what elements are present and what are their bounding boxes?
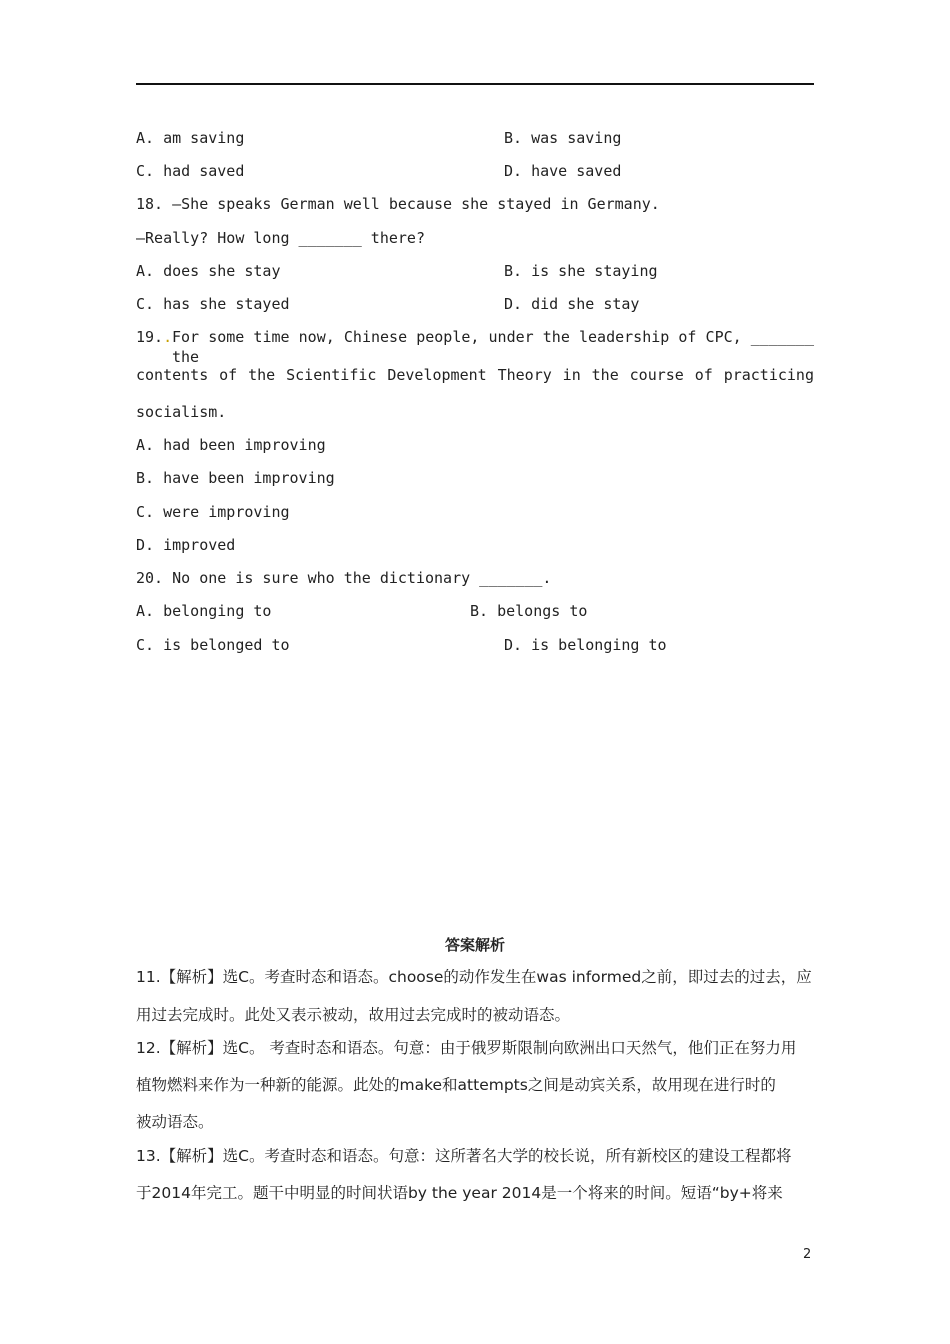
q18-option-b: B. is she staying [504,262,658,280]
answer-12-line3: 被动语态。 [136,1113,214,1131]
q19-stem-line3: socialism. [136,403,227,421]
q17-option-a: A. am saving [136,129,245,147]
answer-11-line1: 11.【解析】选C。考查时态和语态。choose的动作发生在was informed之前，即过去的过去，应 [136,968,812,986]
q18-option-a: A. does she stay [136,262,281,280]
q19-option-c: C. were improving [136,503,290,521]
q20-stem: 20. No one is sure who the dictionary _______. [136,569,552,587]
answers-heading: 答案解析 [444,936,505,954]
header-rule [136,83,814,85]
q18-option-d: D. did she stay [504,295,640,313]
q20-option-d: D. is belonging to [504,636,667,654]
answer-12-line2: 植物燃料来作为一种新的能源。此处的make和attempts之间是动宾关系，故用现在进行时的 [136,1076,776,1094]
q19-stem-line2: contents of the Scientific Development Theory in the course of practicing [136,366,814,384]
q17-option-c: C. had saved [136,162,245,180]
q18-reply: —Really? How long _______ there? [136,229,425,247]
q18-option-c: C. has she stayed [136,295,290,313]
q20-option-a: A. belonging to [136,602,272,620]
q19-number-text: 19. [136,328,164,346]
q17-option-d: D. have saved [504,162,622,180]
q20-option-c: C. is belonged to [136,636,290,654]
q19-option-d: D. improved [136,536,236,554]
q19-option-a: A. had been improving [136,436,326,454]
q19-option-b: B. have been improving [136,469,335,487]
q19-number [136,327,172,347]
answer-13-line2: 于2014年完工。题干中明显的时间状语by the year 2014是一个将来的时间。短语“by+将来 [136,1184,783,1202]
answer-13-line1: 13.【解析】选C。考查时态和语态。句意：这所著名大学的校长说，所有新校区的建设工程都将 [136,1147,792,1165]
q19-mark: . [163,328,173,346]
q18-stem: 18. —She speaks German well because she stayed in Germany. [136,195,660,213]
page-number: 2 [803,1247,812,1262]
answer-11-line2: 用过去完成时。此处又表示被动，故用过去完成时的被动语态。 [136,1006,571,1024]
answer-12-line1: 12.【解析】选C。 考查时态和语态。句意：由于俄罗斯限制向欧洲出口天然气，他们正在努力用 [136,1039,797,1057]
q20-option-b: B. belongs to [470,602,588,620]
q17-option-b: B. was saving [504,129,622,147]
q19-stem-line1: For some time now, Chinese people, under the leadership of CPC, _______ the [172,328,814,366]
